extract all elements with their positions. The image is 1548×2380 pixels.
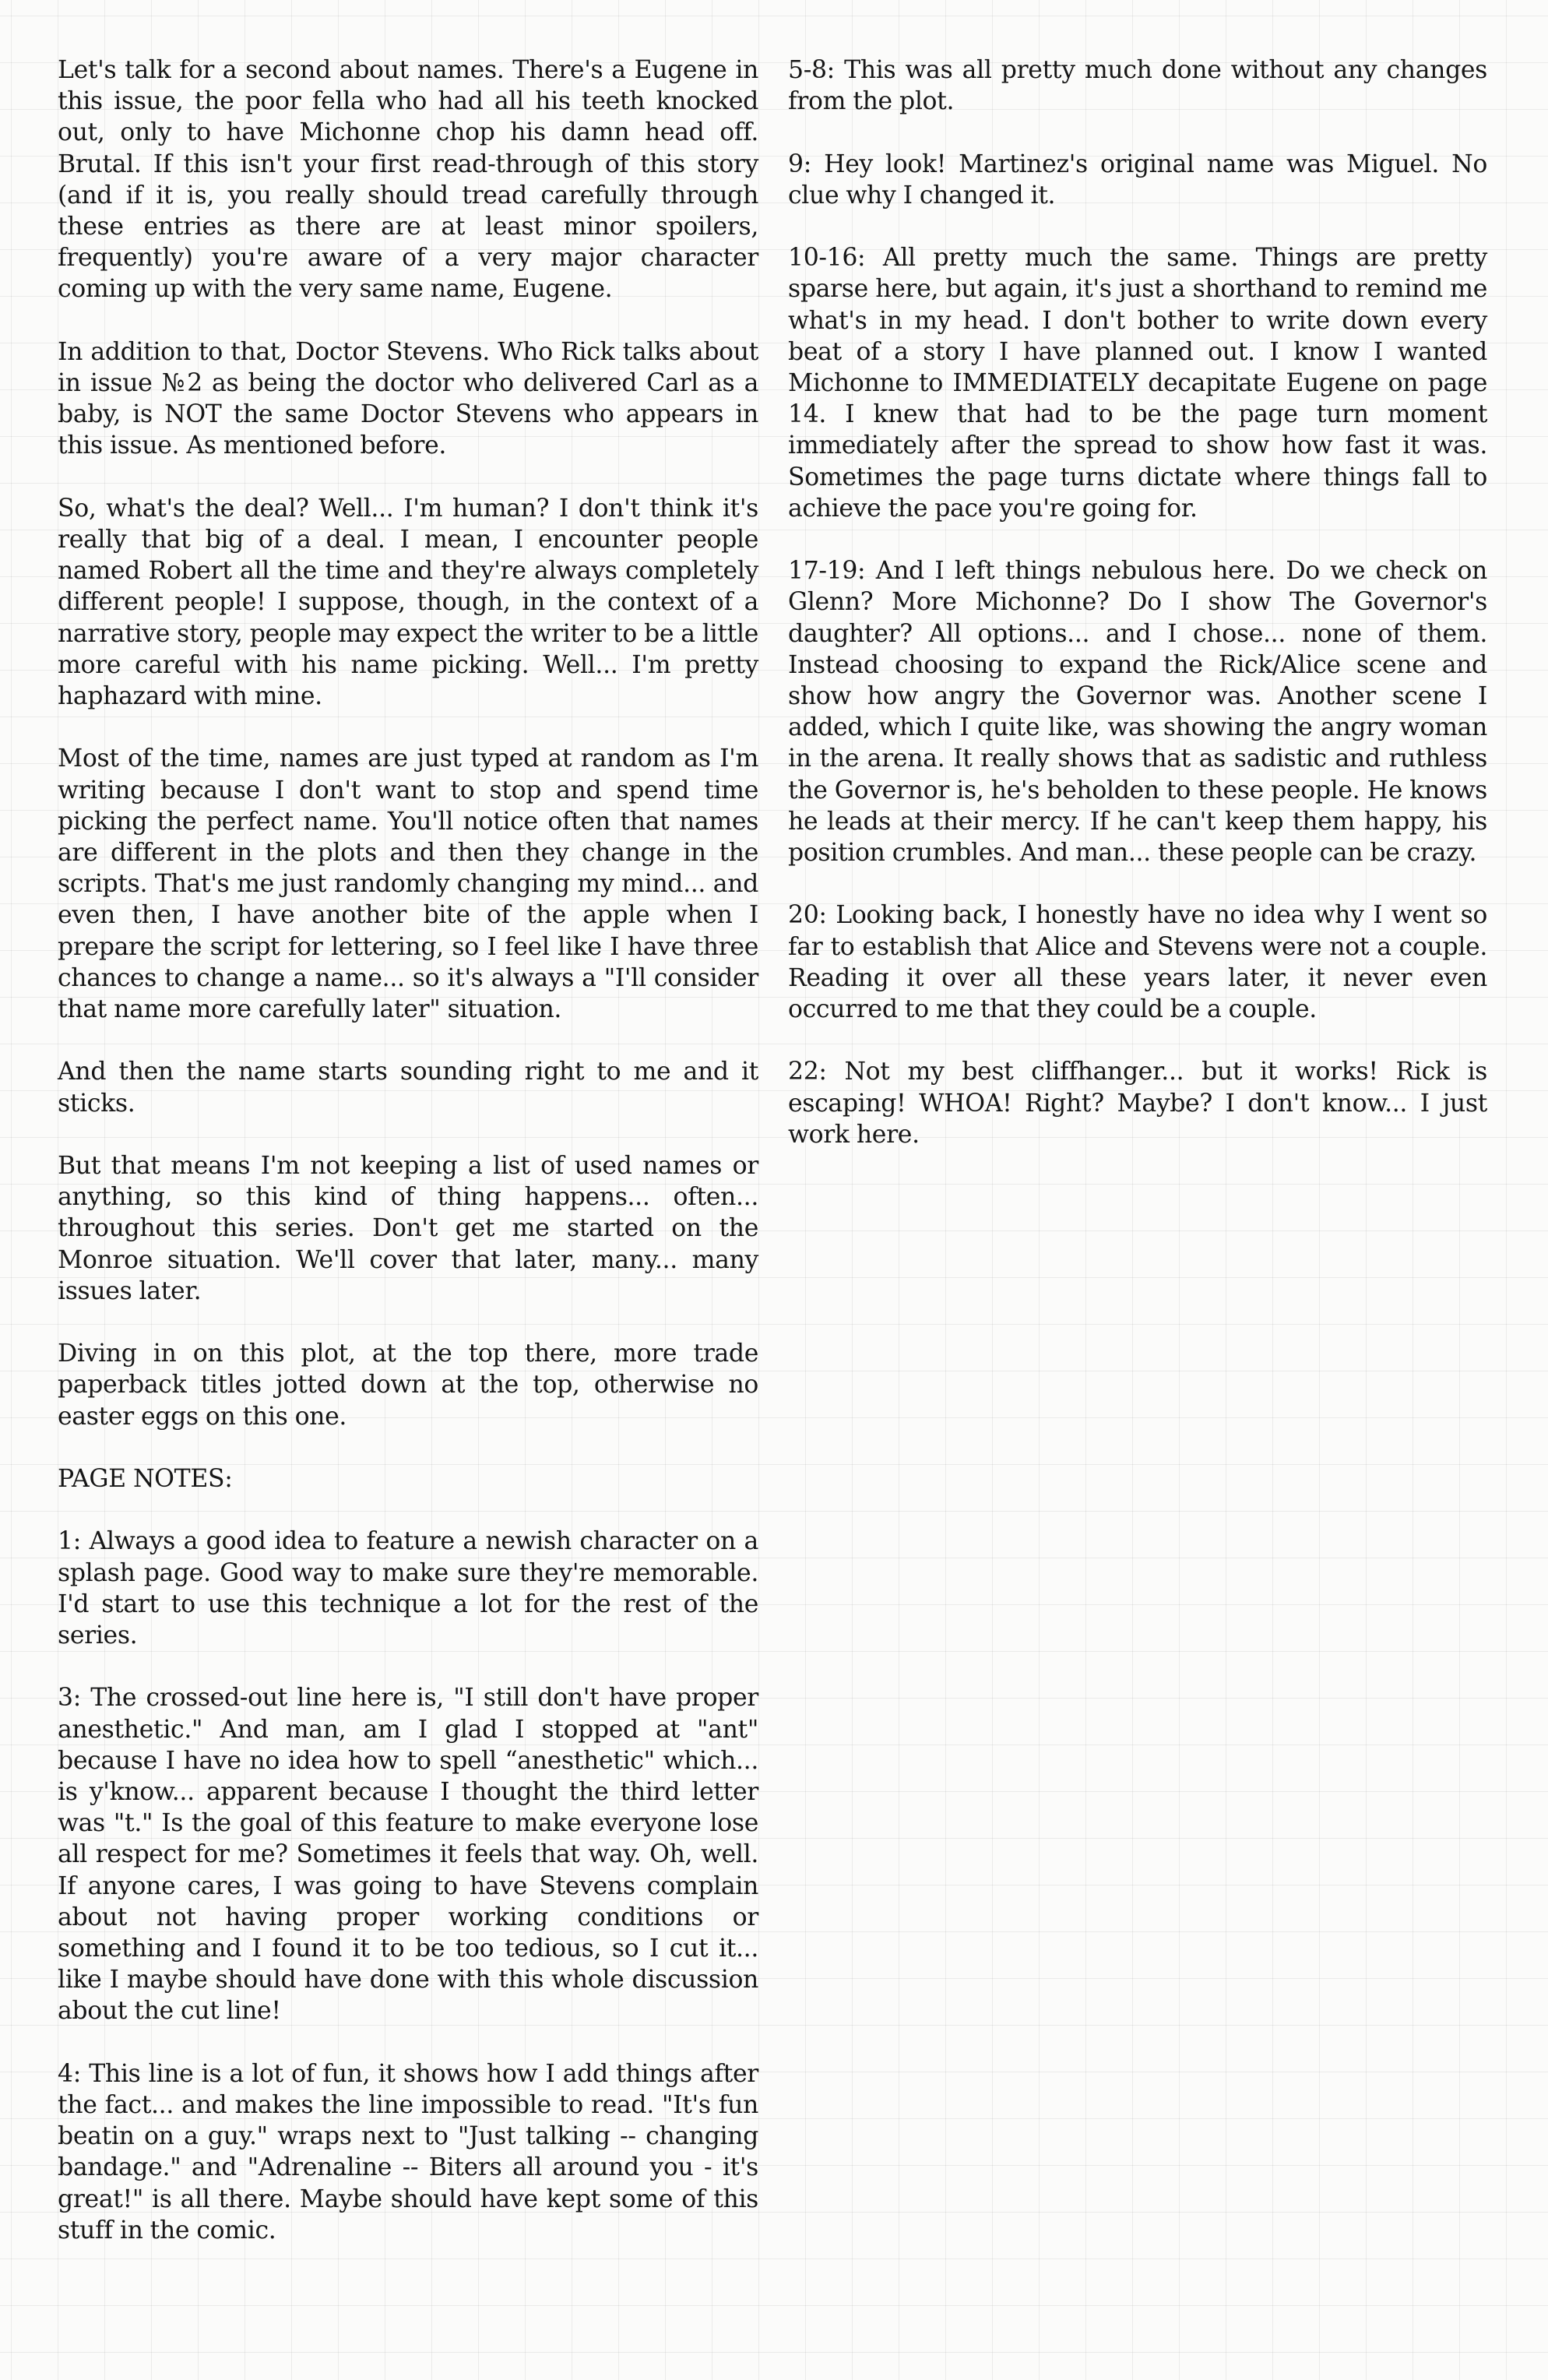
note-page-20: 20: Looking back, I honestly have no idea why I went so far to establish that Alice and Stevens were not a couple. Reading it over all these years later, it never even occurred to me that they could be a couple. bbox=[788, 901, 1487, 1024]
note-page-3: 3: The crossed-out line here is, "I still don't have proper anesthetic." And man, am I glad I stopped at "ant" because I have no idea how to spell “anesthetic" which... is y'know... apparent because I thought the third letter was "t." Is the goal of this feature to make everyone lose all respect for me? Sometimes it feels that way. Oh, well. If anyone cares, I was going to have Stevens complain about not having proper working conditions or something and I found it to be too tedious, so I cut it... like I maybe should have done with this whole discussion about the cut line! bbox=[58, 1684, 758, 2026]
note-pages-5-8: 5-8: This was all pretty much done without any changes from the plot. bbox=[788, 56, 1487, 116]
note-page-1: 1: Always a good idea to feature a newish character on a splash page. Good way to make sure they're memorable. I'd start to use this technique a lot for the rest of the series. bbox=[58, 1527, 758, 1650]
paragraph-diving-in: Diving in on this plot, at the top there, more trade paperback titles jotted down at the top, otherwise no easter eggs on this one. bbox=[58, 1340, 758, 1431]
note-page-4: 4: This line is a lot of fun, it shows how I add things after the fact... and makes the line impossible to read. "It's fun beatin on a guy." wraps next to "Just talking -- changing bandage." and "Adrenaline -- Biters all around you - it's great!" is all there. Maybe should have kept some of this stuff in the comic. bbox=[58, 2059, 758, 2244]
page-notes-heading: PAGE NOTES: bbox=[58, 1465, 233, 1494]
right-column bbox=[788, 55, 1487, 1181]
paragraph-names-eugene: Let's talk for a second about names. There's a Eugene in this issue, the poor fella who had all his teeth knocked out, only to have Michonne chop his damn head off. Brutal. If this isn't your first read-through of this story (and if it is, you really should tread carefully through these entries as there are at least minor spoilers, frequently) you're aware of a very major character coming up with the very same name, Eugene. bbox=[58, 56, 758, 304]
paragraph-name-sticks: And then the name starts sounding right to me and it sticks. bbox=[58, 1058, 758, 1118]
note-page-9: 9: Hey look! Martinez's original name was Miguel. No clue why I changed it. bbox=[788, 150, 1487, 209]
note-pages-10-16: 10-16: All pretty much the same. Things are pretty sparse here, but again, it's just a shorthand to remind me what's in my head. I don't bother to write down every beat of a story I have planned out. I know I wanted Michonne to IMMEDIATELY decapitate Eugene on page 14. I knew that had to be the page turn moment immediately after the spread to show how fast it was. Sometimes the page turns dictate where things fall to achieve the pace you're going for. bbox=[788, 244, 1487, 523]
paragraph-names-random: Most of the time, names are just typed at random as I'm writing because I don't want to stop and spend time picking the perfect name. You'll notice often that names are different in the plots and then they change in the scripts. That's me just randomly changing my mind... and even then, I have another bite of the apple when I prepare the script for lettering, so I feel like I have three chances to change a name... so it's always a "I'll consider that name more carefully later" situation. bbox=[58, 745, 758, 1024]
paragraph-whats-the-deal: So, what's the deal? Well... I'm human? I don't think it's really that big of a deal. I mean, I encounter people named Robert all the time and they're always completely different people! I suppose, though, in the context of a narrative story, people may expect the writer to be a little more careful with his name picking. Well... I'm pretty haphazard with mine. bbox=[58, 494, 758, 711]
note-pages-17-19: 17-19: And I left things nebulous here. Do we check on Glenn? More Michonne? Do I show The Governor's daughter? All options... and I chose... none of them. Instead choosing to expand the Rick/Alice scene and show how angry the Governor was. Another scene I added, which I quite like, was showing the angry woman in the arena. It really shows that as sadistic and ruthless the Governor is, he's beholden to these people. He knows he leads at their mercy. If he can't keep them happy, his position crumbles. And man... these people can be crazy. bbox=[788, 557, 1487, 868]
note-page-22: 22: Not my best cliffhanger... but it works! Rick is escaping! WHOA! Right? Maybe? I don't know... I just work here. bbox=[788, 1058, 1487, 1149]
paragraph-doctor-stevens: In addition to that, Doctor Stevens. Who Rick talks about in issue №2 as being the doctor who delivered Carl as a baby, is NOT the same Doctor Stevens who appears in this issue. As mentioned before. bbox=[58, 337, 758, 460]
left-column bbox=[58, 55, 758, 2277]
paragraph-used-names: But that means I'm not keeping a list of used names or anything, so this kind of thing happens... often... throughout this series. Don't get me started on the Monroe situation. We'll cover that later, many... many issues later. bbox=[58, 1152, 758, 1305]
